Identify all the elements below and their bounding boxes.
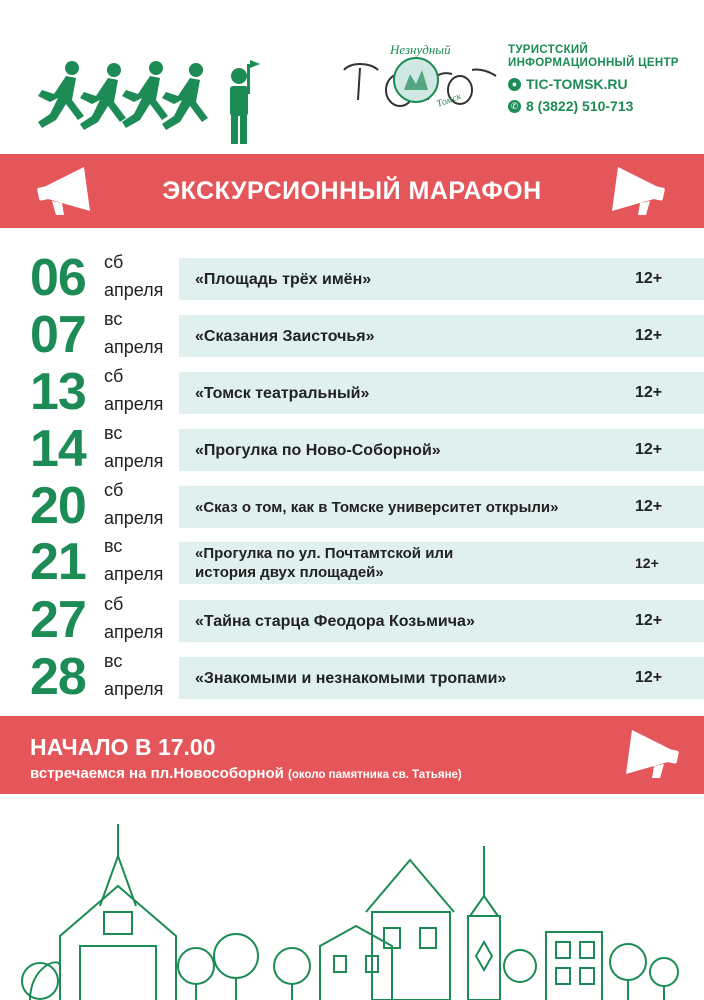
event-weekday: сб bbox=[104, 594, 124, 614]
age-rating: 12+ bbox=[635, 555, 659, 571]
meeting-place bbox=[30, 765, 462, 782]
svg-text:Томск: Томск bbox=[435, 90, 463, 110]
event-weekday: вс bbox=[104, 423, 123, 443]
event-weekday: вс bbox=[104, 651, 123, 671]
org-info bbox=[508, 44, 698, 114]
megaphone-icon bbox=[598, 161, 668, 221]
globe-icon: ● bbox=[508, 78, 521, 91]
event-name: «Знакомыми и незнакомыми тропами» bbox=[195, 669, 507, 687]
list-item[interactable] bbox=[0, 420, 704, 479]
event-month: апреля bbox=[104, 564, 164, 584]
list-item[interactable] bbox=[0, 249, 704, 308]
start-info-band bbox=[0, 716, 704, 794]
logo-icon bbox=[340, 40, 500, 115]
megaphone-icon bbox=[34, 161, 104, 221]
age-rating: 12+ bbox=[635, 327, 663, 344]
event-day: 20 bbox=[30, 477, 86, 535]
age-rating: 12+ bbox=[635, 270, 663, 287]
phone-number[interactable]: 8 (3822) 510-713 bbox=[526, 98, 634, 114]
event-name: «Томск театральный» bbox=[195, 384, 370, 402]
event-day: 13 bbox=[30, 363, 86, 421]
megaphone-icon bbox=[612, 724, 682, 784]
event-month: апреля bbox=[104, 451, 164, 471]
logo-lettering: Незнудный bbox=[390, 42, 451, 57]
age-rating: 12+ bbox=[635, 498, 663, 515]
event-month: апреля bbox=[104, 337, 164, 357]
event-name: «Площадь трёх имён» bbox=[195, 270, 372, 288]
meeting-place-note: (около памятника св. Татьяне) bbox=[288, 769, 462, 781]
event-weekday: сб bbox=[104, 366, 124, 386]
list-item[interactable] bbox=[0, 363, 704, 422]
website-row[interactable] bbox=[508, 76, 698, 92]
list-item[interactable] bbox=[0, 591, 704, 650]
guide-icon bbox=[230, 60, 260, 144]
event-weekday: вс bbox=[104, 536, 123, 556]
city-skyline-illustration bbox=[0, 816, 704, 1000]
event-day: 06 bbox=[30, 249, 86, 307]
event-name: «Прогулка по ул. Почтамтской или история двух площадей» bbox=[195, 545, 454, 581]
age-rating: 12+ bbox=[635, 612, 663, 629]
event-weekday: вс bbox=[104, 309, 123, 329]
event-day: 14 bbox=[30, 420, 86, 478]
age-rating: 12+ bbox=[635, 669, 663, 686]
event-weekday: сб bbox=[104, 480, 124, 500]
event-day: 21 bbox=[30, 533, 86, 591]
event-day: 27 bbox=[30, 591, 86, 649]
page-title: ЭКСКУРСИОННЫЙ МАРАФОН bbox=[162, 176, 542, 205]
org-name-line1: ТУРИСТСКИЙ bbox=[508, 44, 589, 56]
event-month: апреля bbox=[104, 508, 164, 528]
list-item[interactable] bbox=[0, 477, 704, 536]
event-month: апреля bbox=[104, 679, 164, 699]
event-month: апреля bbox=[104, 280, 164, 300]
list-item[interactable] bbox=[0, 533, 704, 592]
org-name-line2: ИНФОРМАЦИОННЫЙ ЦЕНТР bbox=[508, 57, 679, 69]
event-name: «Сказания Заисточья» bbox=[195, 327, 375, 345]
phone-row[interactable] bbox=[508, 98, 698, 114]
event-day: 07 bbox=[30, 306, 86, 364]
event-weekday: сб bbox=[104, 252, 124, 272]
meeting-place-text: встречаемся на пл.Новособорной bbox=[30, 765, 284, 782]
phone-icon: ✆ bbox=[508, 100, 521, 113]
event-name: «Тайна старца Феодора Козьмича» bbox=[195, 612, 475, 630]
list-item[interactable] bbox=[0, 648, 704, 707]
event-day: 28 bbox=[30, 648, 86, 706]
event-month: апреля bbox=[104, 394, 164, 414]
event-name: «Прогулка по Ново-Соборной» bbox=[195, 441, 441, 459]
age-rating: 12+ bbox=[635, 441, 663, 458]
start-time: НАЧАЛО В 17.00 bbox=[30, 734, 216, 760]
runners-icon bbox=[28, 58, 268, 148]
event-month: апреля bbox=[104, 622, 164, 642]
event-name: «Сказ о том, как в Томске университет открыли» bbox=[195, 498, 559, 516]
website-link[interactable]: TIC-TOMSK.RU bbox=[526, 76, 628, 92]
list-item[interactable] bbox=[0, 306, 704, 365]
age-rating: 12+ bbox=[635, 384, 663, 401]
